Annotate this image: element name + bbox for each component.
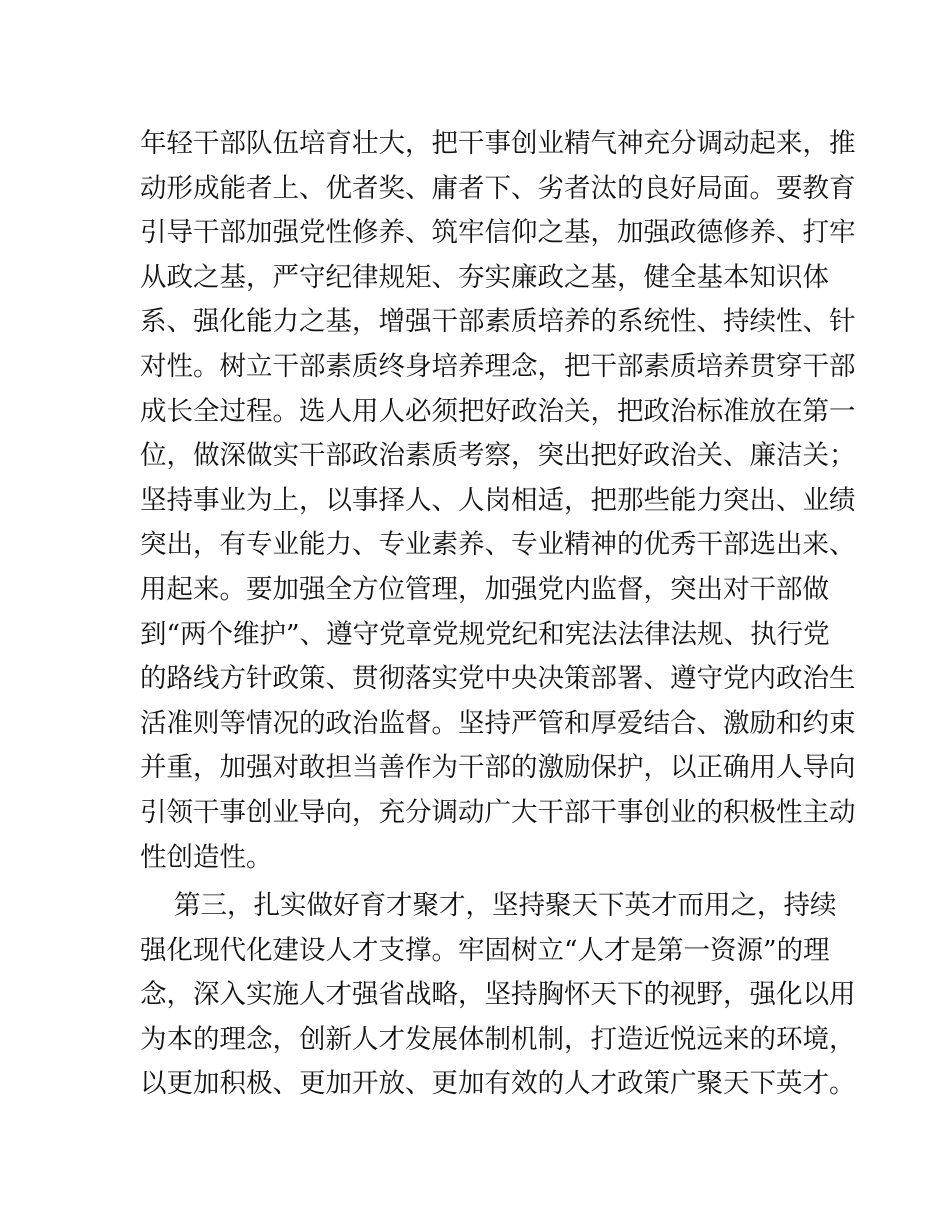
text-line: 到“两个维护”、遵守党章党规党纪和宪法法律法规、执行党 [140, 618, 830, 650]
text-line: 系、强化能力之基，增强干部素质培养的系统性、持续性、针 [140, 306, 856, 338]
paragraph-2 [140, 884, 856, 1107]
text-line: 成长全过程。选人用人必须把好政治关，把政治标准放在第一 [140, 395, 856, 427]
text-line: 位，做深做实干部政治素质考察，突出把好政治关、廉洁关； [140, 440, 856, 472]
text-line: 对性。树立干部素质终身培养理念，把干部素质培养贯穿干部 [140, 350, 856, 382]
document-body [140, 122, 856, 1107]
text-line: 从政之基，严守纪律规矩、夯实廉政之基，健全基本知识体 [140, 261, 829, 293]
text-line: 强化现代化建设人才支撑。牢固树立“人才是第一资源”的理 [140, 934, 830, 966]
paragraph-1 [140, 122, 856, 880]
text-line: 突出，有专业能力、专业素养、专业精神的优秀干部选出来、 [140, 529, 856, 561]
text-line: 以更加积极、更加开放、更加有效的人才政策广聚天下英才。 [140, 1068, 856, 1100]
text-line: 并重，加强对敢担当善作为干部的激励保护，以正确用人导向 [140, 752, 856, 784]
text-line: 性创造性。 [140, 841, 273, 873]
text-line: 坚持事业为上，以事择人、人岗相适，把那些能力突出、业绩 [140, 484, 856, 516]
text-line: 为本的理念，创新人才发展体制机制，打造近悦远来的环境， [140, 1023, 856, 1055]
text-line: 引领干事创业导向，充分调动广大干部干事创业的积极性主动 [140, 796, 856, 828]
text-line: 引导干部加强党性修养、筑牢信仰之基，加强政德修养、打牢 [140, 217, 856, 249]
text-line: 用起来。要加强全方位管理，加强党内监督，突出对干部做 [140, 573, 829, 605]
text-line: 动形成能者上、优者奖、庸者下、劣者汰的良好局面。要教育 [140, 172, 856, 204]
text-line: 的路线方针政策、贯彻落实党中央决策部署、遵守党内政治生 [140, 663, 856, 695]
text-line: 年轻干部队伍培育壮大，把干事创业精气神充分调动起来，推 [140, 128, 856, 159]
text-line: 念，深入实施人才强省战略，坚持胸怀天下的视野，强化以用 [140, 979, 856, 1011]
text-line: 第三，扎实做好育才聚才，坚持聚天下英才而用之，持续 [174, 890, 837, 922]
text-line: 活准则等情况的政治监督。坚持严管和厚爱结合、激励和约束 [140, 707, 856, 739]
